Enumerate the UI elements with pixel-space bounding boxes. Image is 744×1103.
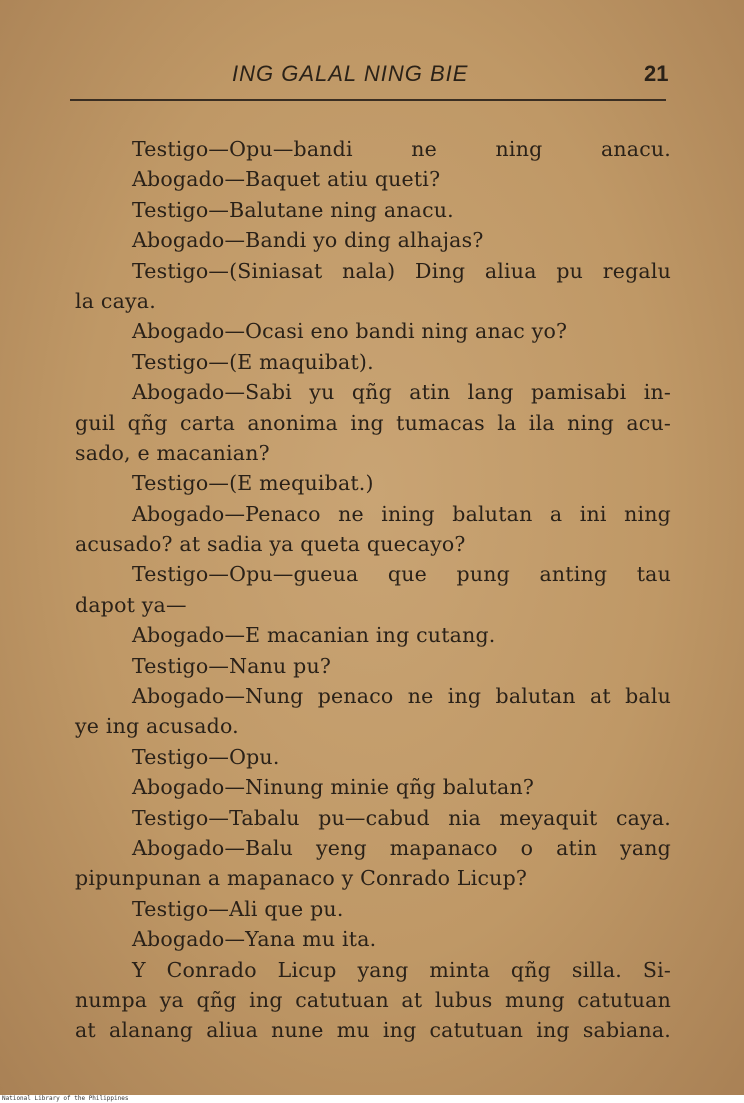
text-line: sado, e macanian? [75, 440, 270, 465]
text-line: acusado? at sadia ya queta quecayo? [75, 532, 466, 557]
text-line: Testigo—Tabalu pu—cabud nia meyaquit caya. [132, 805, 671, 830]
text-line: Testigo—Ali que pu. [132, 896, 344, 921]
page-header [70, 58, 670, 98]
header-rule [70, 99, 666, 101]
text-line: ye ing acusado. [75, 714, 239, 739]
text-line: at alanang aliua nune mu ing catutuan ing sabiana. [75, 1018, 671, 1043]
text-line: Abogado—Penaco ne ining balutan a ini ning [132, 501, 671, 526]
text-line: Abogado—Nung penaco ne ing balutan at balu [132, 684, 671, 709]
text-line: Testigo—(E mequibat.) [132, 471, 374, 496]
text-line: Abogado—Ocasi eno bandi ning anac yo? [132, 319, 568, 344]
text-line: Abogado—Balu yeng mapanaco o atin yang [132, 835, 671, 860]
text-line: Abogado—Sabi yu qñg atin lang pamisabi in- [132, 380, 671, 405]
text-line: Abogado—Yana mu ita. [132, 927, 377, 952]
body-text [75, 134, 671, 1046]
text-line: pipunpunan a mapanaco y Conrado Licup? [75, 866, 528, 891]
library-credit: National Library of the Philippines [0, 1095, 744, 1103]
text-line: Abogado—Ninung minie qñg balutan? [132, 775, 535, 800]
text-line: Y Conrado Licup yang minta qñg silla. Si- [132, 957, 671, 982]
running-title: ING GALAL NING BIE [232, 61, 469, 86]
text-line: Testigo—Opu. [132, 744, 280, 769]
text-line: guil qñg carta anonima ing tumacas la ila ning acu- [75, 410, 671, 435]
text-line: Abogado—Bandi yo ding alhajas? [132, 228, 484, 253]
text-line: Abogado—E macanian ing cutang. [132, 623, 496, 648]
page-number: 21 [644, 61, 669, 86]
text-line: Testigo—Balutane ning anacu. [132, 197, 454, 222]
text-line: numpa ya qñg ing catutuan at lubus mung catutuan [75, 987, 671, 1012]
text-line: Abogado—Baquet atiu queti? [132, 167, 441, 192]
text-line: Testigo—Opu—bandi ne ning anacu. [132, 137, 671, 161]
text-line: Testigo—(Siniasat nala) Ding aliua pu regalu [132, 258, 671, 283]
text-line: Testigo—Nanu pu? [132, 653, 332, 678]
text-line: la caya. [75, 288, 156, 313]
text-line: Testigo—(E maquibat). [132, 349, 374, 374]
text-line: dapot ya— [75, 592, 187, 617]
text-line: Testigo—Opu—gueua que pung anting tau [132, 562, 671, 587]
